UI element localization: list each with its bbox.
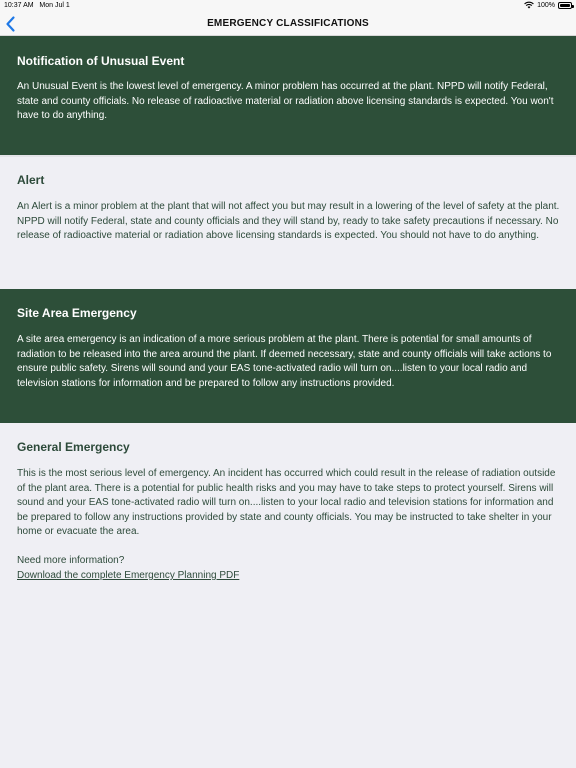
section-body: A site area emergency is an indication of a more serious problem at the plant. There is potential for small amounts of radiation to be released into the area around the plant. If deemed necessary, state and county officials will take actions to ensure public safety. Sirens will sound and your EAS tone-activated radio will turn on....listen to your local radio and television stations for information and be prepared to follow any instructions provided. bbox=[17, 334, 552, 389]
page-title: EMERGENCY CLASSIFICATIONS bbox=[207, 18, 369, 29]
section-title: General Emergency bbox=[17, 440, 130, 454]
navigation-bar bbox=[0, 12, 576, 36]
status-right bbox=[524, 1, 572, 9]
section-body: This is the most serious level of emergency. An incident has occurred which could result in the release of radiation outside of the plant area. There is a potential for public health risks and you may have to take steps to protect yourself. Sirens will sound and your EAS tone-activated radio will turn on....listen to your local radio and television stations for information and be prepared to follow any instructions provided by state and county officials. You may be instructed to take shelter in your home or evacuate the area. bbox=[17, 468, 556, 538]
status-time-text: 10:37 AM bbox=[4, 2, 34, 9]
section-title: Notification of Unusual Event bbox=[17, 54, 185, 68]
wifi-icon bbox=[524, 1, 534, 9]
section-alert bbox=[0, 157, 576, 289]
section-title: Alert bbox=[17, 173, 45, 187]
status-bar bbox=[0, 0, 576, 12]
need-more-info-text: Need more information? bbox=[17, 555, 125, 566]
section-title: Site Area Emergency bbox=[17, 306, 137, 320]
status-date-text: Mon Jul 1 bbox=[39, 2, 70, 9]
battery-percent: 100% bbox=[537, 1, 555, 9]
section-body: An Alert is a minor problem at the plant that will not affect you but may result in a lowering of the level of safety at the plant. NPPD will notify Federal, state and county officials and they will stand by, ready to take safety precautions if necessary. No release of radioactive material or radiation above licensing standards is expected. You should not have to do anything. bbox=[17, 201, 560, 242]
battery-icon bbox=[558, 2, 572, 9]
section-body: An Unusual Event is the lowest level of emergency. A minor problem has occurred at the plant. NPPD will notify Federal, state and county officials. No release of radioactive material or radiation above licensing standards is expected. You won't have to do anything. bbox=[17, 81, 554, 122]
download-pdf-link[interactable]: Download the complete Emergency Planning PDF bbox=[17, 570, 240, 581]
status-time bbox=[4, 2, 70, 9]
section-site-area-emergency bbox=[0, 289, 576, 423]
section-unusual-event bbox=[0, 36, 576, 155]
